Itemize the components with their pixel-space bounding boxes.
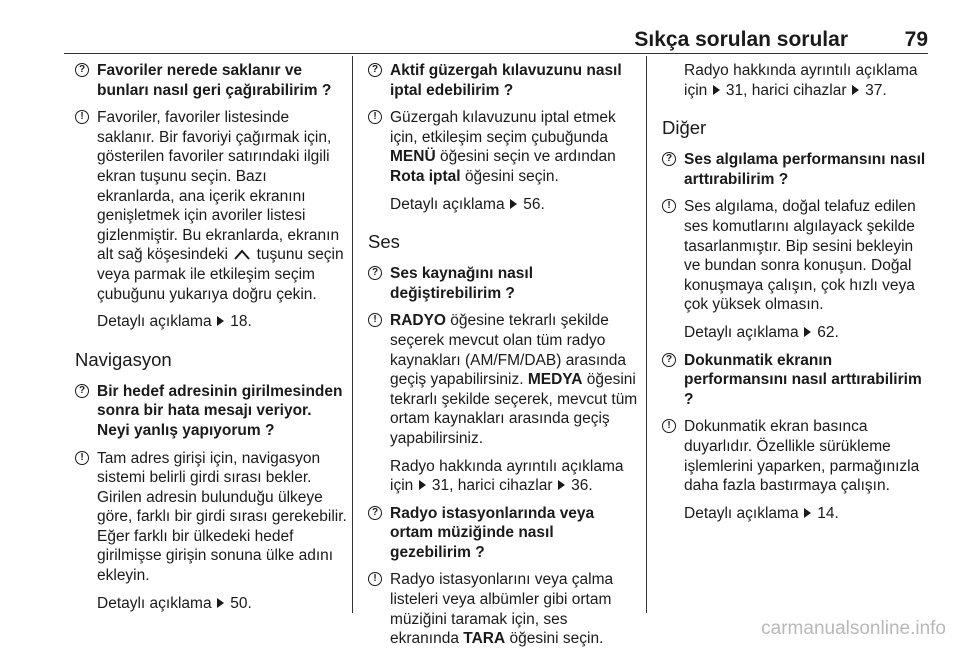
exclamation-circle-icon: ! — [662, 419, 676, 433]
question-favorites: ? Favoriler nerede saklanır ve bunları nasıl geri çağırabilirim ? — [75, 61, 347, 100]
page-number: 79 — [904, 28, 928, 51]
header-rule — [64, 53, 928, 54]
question-audio-source: ? Ses kaynağını nasıl değiştirebilirim ? — [368, 264, 638, 303]
section-heading-navigasyon: Navigasyon — [75, 348, 172, 370]
detail-reference: Detaylı açıklama 50. — [97, 594, 252, 612]
triangle-right-icon — [804, 327, 811, 337]
rota-iptal-keyword: Rota iptal — [390, 167, 461, 185]
triangle-right-icon — [713, 85, 720, 95]
triangle-right-icon — [852, 85, 859, 95]
answer-browse-stations: ! Radyo istasyonlarını veya çalma listeleri veya albümler gibi ortam müziğini taramak için, ses ekranında TARA öğesini seçin. — [368, 570, 638, 648]
answer-touchscreen: ! Dokunmatik ekran basınca duyarlıdır. Özellikle sürükleme işlemlerini yaparken, parmağınızla daha fazla bastırmaya çalışın. — [662, 417, 930, 495]
question-circle-icon: ? — [368, 63, 382, 77]
answer-favorites: ! Favoriler, favoriler listesinde saklanır. Bir favoriyi çağırmak için, gösterilen favoriler satırındaki ilgili ekran tuşunu seçin. Bazı ekranlarda, ana içerik ekranını genişletmek için avoriler listesi gizlenmiştir. Bu ekranlarda, ekranın alt sağ köşesindeki tuşunu seçin veya parmak ile etkileşim seçim çubuğunu yukarıya doğru çekin. — [75, 108, 347, 304]
question-circle-icon: ? — [75, 63, 89, 77]
page-header — [64, 28, 928, 50]
chevron-up-icon — [232, 247, 252, 261]
tara-keyword: TARA — [463, 630, 506, 648]
column-3 — [662, 61, 930, 523]
question-cancel-route: ? Aktif güzergah kılavuzunu nasıl iptal edebilirim ? — [368, 61, 638, 100]
question-circle-icon: ? — [368, 506, 382, 520]
question-circle-icon: ? — [368, 266, 382, 280]
column-divider-2 — [646, 56, 647, 613]
detail-reference: Detaylı açıklama 18. — [97, 313, 252, 331]
exclamation-circle-icon: ! — [368, 572, 382, 586]
detail-reference: Detaylı açıklama 56. — [390, 195, 545, 213]
answer-voice-recognition: ! Ses algılama, doğal telafuz edilen ses komutlarını algılayack şekilde tasarlanmıştır. Bip sesini bekleyin ve bundan sonra konuşun. Doğal konuşmaya çalışın, çok hızlı veya çok yüksek olmasın. — [662, 197, 930, 315]
question-navigation-error: ? Bir hedef adresinin girilmesinden sonra bir hata mesajı veriyor. Neyi yanlış yapıyorum ? — [75, 382, 347, 441]
triangle-right-icon — [217, 316, 224, 326]
answer-navigation-error: ! Tam adres girişi için, navigasyon sistemi belirli girdi sırası bekler. Girilen adresin bulunduğu ülkeye göre, farklı bir girdi sırası gerekebilir. Eğer farklı bir ülkedeki hedef girilmişse girişin sonuna ülke adını ekleyin. — [75, 449, 347, 586]
answer-audio-source: ! RADYO öğesine tekrarlı şekilde seçerek mevcut olan tüm radyo kaynakları (AM/FM/DAB) arasında geçiş yapabilirsiniz. MEDYA öğesini tekrarlı şekilde seçerek, mevcut tüm ortam kaynakları arasında geçiş yapabilirsiniz. — [368, 311, 638, 448]
radyo-keyword: RADYO — [390, 312, 446, 330]
detail-reference: Radyo hakkında ayrıntılı açıklama için 31, harici cihazlar 36. — [390, 457, 624, 495]
exclamation-circle-icon: ! — [368, 313, 382, 327]
answer-cancel-route: ! Güzergah kılavuzunu iptal etmek için, etkileşim seçim çubuğunda MENÜ öğesini seçin ve ardından Rota iptal öğesini seçin. — [368, 108, 638, 186]
detail-reference: Detaylı açıklama 14. — [684, 504, 839, 522]
question-touchscreen: ? Dokunmatik ekranın performansını nasıl arttırabilirim ? — [662, 351, 930, 410]
triangle-right-icon — [419, 480, 426, 490]
question-voice-recognition: ? Ses algılama performansını nasıl arttırabilirim ? — [662, 150, 930, 189]
triangle-right-icon — [804, 508, 811, 518]
menu-keyword: MENÜ — [390, 148, 436, 166]
exclamation-circle-icon: ! — [75, 110, 89, 124]
triangle-right-icon — [558, 480, 565, 490]
medya-keyword: MEDYA — [527, 371, 583, 389]
question-circle-icon: ? — [662, 152, 676, 166]
question-circle-icon: ? — [75, 384, 89, 398]
column-2 — [368, 61, 638, 649]
question-browse-stations: ? Radyo istasyonlarında veya ortam müziğinde nasıl gezebilirim ? — [368, 504, 638, 563]
triangle-right-icon — [217, 598, 224, 608]
section-heading-diger: Diğer — [662, 117, 707, 139]
detail-reference: Radyo hakkında ayrıntılı açıklama için 31, harici cihazlar 37. — [684, 62, 918, 99]
exclamation-circle-icon: ! — [662, 199, 676, 213]
question-circle-icon: ? — [662, 353, 676, 367]
exclamation-circle-icon: ! — [368, 110, 382, 124]
column-1 — [75, 61, 347, 613]
column-divider-1 — [352, 56, 353, 613]
watermark: carmanualsonline.info — [761, 618, 946, 639]
exclamation-circle-icon: ! — [75, 451, 89, 465]
detail-reference: Detaylı açıklama 62. — [684, 323, 839, 341]
triangle-right-icon — [510, 199, 517, 209]
section-heading-ses: Ses — [368, 231, 400, 253]
header-title: Sıkça sorulan sorular — [634, 28, 848, 51]
